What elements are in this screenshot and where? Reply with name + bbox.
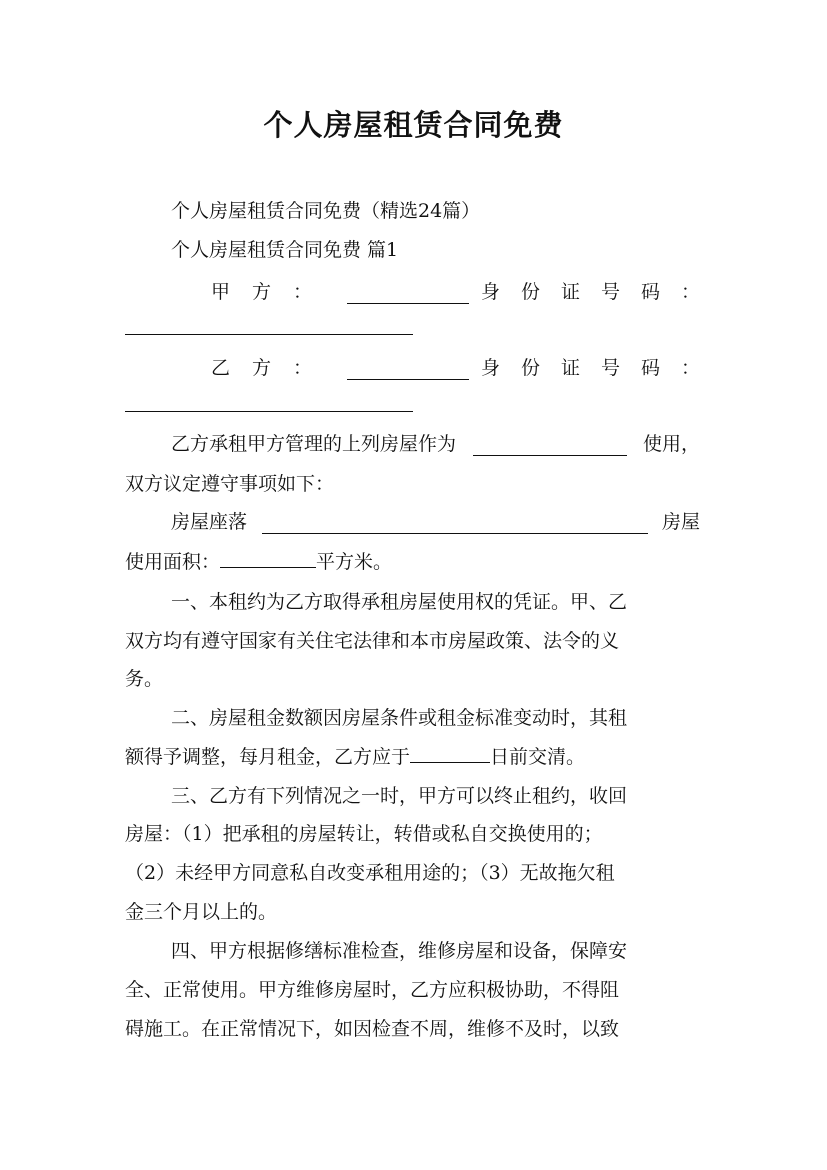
party-b-name-blank: [347, 361, 469, 380]
location-blank: [262, 515, 648, 534]
usage-text-b: 使用，: [642, 433, 700, 455]
usage-line-2: 双方议定遵守事项如下：: [125, 473, 335, 495]
location-line-1: [125, 510, 700, 534]
party-b-row: [125, 356, 721, 380]
clause-3-line-3: （2）未经甲方同意私自改变承租用途的；（3）无故拖欠租: [125, 862, 615, 884]
location-label: 房屋座落: [171, 511, 248, 533]
clause-3-line-4: 金三个月以上的。: [125, 901, 278, 923]
area-label: 使用面积：: [125, 551, 221, 573]
party-b-id-label: 身份证号码：: [480, 357, 721, 379]
party-a-row: [125, 280, 721, 304]
party-a-label: 甲方：: [211, 281, 335, 303]
usage-text-a: 乙方承租甲方管理的上列房屋作为: [171, 433, 457, 455]
clause-3-line-2: 房屋：（1）把承租的房屋转让，转借或私自交换使用的；: [125, 823, 603, 845]
clause-1-line-3: 务。: [125, 668, 164, 690]
clause-4-line-2: 全、正常使用。甲方维修房屋时，乙方应积极协助，不得阻: [125, 979, 620, 1001]
party-a-id-label: 身份证号码：: [480, 281, 721, 303]
rent-due-blank: [410, 744, 490, 763]
section-heading: 个人房屋租赁合同免费 篇1: [171, 239, 399, 261]
party-b-label: 乙方：: [211, 357, 335, 379]
document-title: 个人房屋租赁合同免费: [263, 108, 564, 142]
subtitle: 个人房屋租赁合同免费（精选24篇）: [171, 200, 481, 222]
location-text-b: 房屋: [661, 511, 700, 533]
usage-line-1: [125, 432, 700, 456]
rent-due-text-b: 日前交清。: [490, 746, 586, 768]
clause-1-line-1: 一、本租约为乙方取得承租房屋使用权的凭证。甲、乙: [171, 591, 628, 613]
clause-2-line-2: [125, 744, 700, 769]
party-a-id-blank: [125, 334, 413, 335]
clause-1-line-2: 双方均有遵守国家有关住宅法律和本市房屋政策、法令的义: [125, 630, 620, 652]
clause-2-line-1: 二、房屋租金数额因房屋条件或租金标准变动时，其租: [171, 707, 628, 729]
usage-blank: [473, 437, 627, 456]
area-unit: 平方米。: [316, 551, 393, 573]
area-blank: [220, 549, 316, 568]
rent-due-text-a: 额得予调整，每月租金，乙方应于: [125, 746, 411, 768]
party-b-id-blank: [125, 411, 413, 412]
party-a-name-blank: [347, 285, 469, 304]
clause-3-line-1: 三、乙方有下列情况之一时，甲方可以终止租约，收回: [171, 785, 628, 807]
location-line-2: [125, 549, 700, 574]
clause-4-line-3: 碍施工。在正常情况下，如因检查不周，维修不及时，以致: [125, 1018, 620, 1040]
clause-4-line-1: 四、甲方根据修缮标准检查，维修房屋和设备，保障安: [171, 940, 628, 962]
